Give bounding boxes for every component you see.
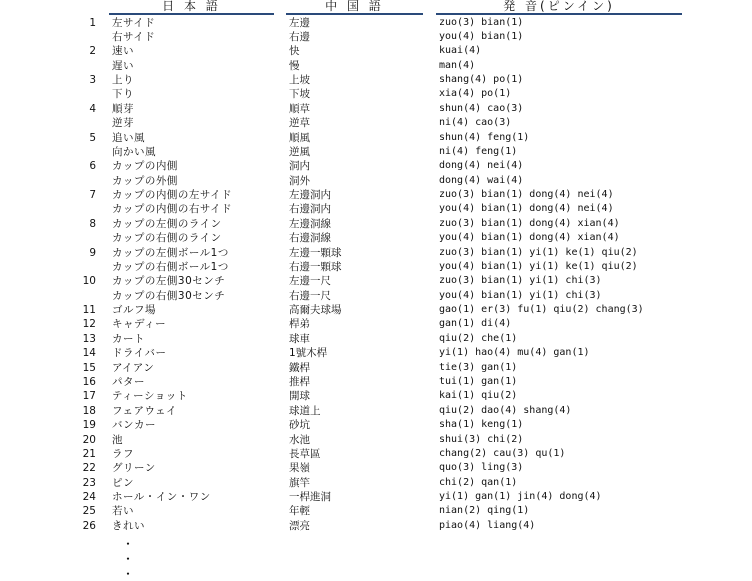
chinese-term: 左邊	[289, 16, 310, 29]
japanese-term: フェアウェイ	[112, 404, 178, 417]
pinyin-reading: qiu(2) che(1)	[439, 332, 518, 344]
japanese-term: カップの左側のライン	[112, 217, 222, 230]
table-row	[0, 102, 752, 116]
chinese-term: 果嶺	[289, 462, 310, 475]
japanese-term: カップの外側	[112, 174, 178, 187]
japanese-term: カップの右側のライン	[112, 232, 222, 245]
chinese-term: 球道上	[289, 404, 321, 417]
japanese-term: 遅い	[112, 59, 134, 72]
pinyin-reading: tie(3) gan(1)	[439, 361, 518, 373]
pinyin-reading: xia(4) po(1)	[439, 88, 512, 100]
table-row	[0, 73, 752, 87]
row-number: 5	[89, 131, 96, 144]
chinese-term: 右邊洞線	[289, 232, 331, 245]
pinyin-reading: sha(1) keng(1)	[439, 419, 524, 431]
continuation-dot: ・	[122, 567, 135, 581]
chinese-term: 順風	[289, 131, 310, 144]
row-number: 18	[82, 404, 96, 417]
table-row	[0, 361, 752, 375]
japanese-term: カップの内側	[112, 160, 178, 173]
row-number: 25	[82, 505, 96, 518]
japanese-term: パター	[112, 376, 145, 388]
pinyin-reading: zuo(3) bian(1)	[439, 16, 524, 28]
pinyin-reading: you(4) bian(1) yi(1) chi(3)	[439, 289, 602, 301]
chinese-term: 開球	[289, 390, 310, 403]
chinese-term: 逆草	[289, 117, 310, 130]
row-number: 7	[89, 189, 96, 202]
japanese-term: カップの左側ボール1つ	[112, 246, 229, 259]
japanese-term: 下り	[112, 88, 134, 101]
japanese-term: ゴルフ場	[112, 304, 156, 317]
table-row	[0, 289, 752, 303]
table-row	[0, 447, 752, 461]
table-row	[0, 404, 752, 418]
chinese-term: 上坡	[289, 74, 310, 87]
pinyin-reading: kai(1) qiu(2)	[439, 390, 518, 402]
chinese-term: 左邊一顆球	[289, 246, 342, 259]
pinyin-reading: zuo(3) bian(1) yi(1) chi(3)	[439, 275, 602, 287]
japanese-term: ホール・イン・ワン	[112, 491, 211, 504]
chinese-term: 順草	[289, 102, 310, 115]
table-row	[0, 30, 752, 44]
japanese-term: 追い風	[112, 131, 145, 144]
japanese-term: カップの左側30センチ	[112, 275, 226, 288]
row-number: 24	[82, 491, 96, 504]
header-pinyin: 発 音(ピンイン)	[436, 0, 682, 15]
row-number: 8	[89, 217, 96, 230]
japanese-term: アイアン	[112, 361, 155, 374]
row-number: 21	[82, 447, 96, 460]
chinese-term: 推桿	[289, 376, 310, 388]
chinese-term: 洞内	[289, 160, 310, 173]
pinyin-reading: you(4) bian(1) dong(4) nei(4)	[439, 203, 614, 215]
table-row	[0, 332, 752, 346]
table-row	[0, 317, 752, 331]
japanese-term: 逆芽	[112, 117, 134, 130]
japanese-term: グリーン	[112, 462, 156, 475]
japanese-term: カップの右側30センチ	[112, 289, 226, 302]
table-row	[0, 116, 752, 130]
japanese-term: 順芽	[112, 102, 134, 115]
table-row	[0, 476, 752, 490]
japanese-term: 池	[112, 433, 123, 446]
chinese-term: 右邊洞内	[289, 203, 331, 216]
pinyin-reading: quo(3) ling(3)	[439, 462, 524, 474]
chinese-term: 右邊一顆球	[289, 260, 342, 273]
continuation-dot: ・	[122, 537, 135, 551]
row-number: 6	[89, 160, 96, 173]
table-row	[0, 246, 752, 260]
table-row	[0, 274, 752, 288]
chinese-term: 鐵桿	[289, 361, 310, 374]
table-row	[0, 418, 752, 432]
row-number: 2	[89, 45, 96, 58]
pinyin-reading: chi(2) qan(1)	[439, 476, 518, 488]
chinese-term: 旗竿	[289, 476, 310, 489]
japanese-term: 若い	[112, 505, 134, 518]
chinese-term: 球車	[289, 332, 310, 345]
pinyin-reading: zuo(3) bian(1) yi(1) ke(1) qiu(2)	[439, 246, 638, 258]
japanese-term: ピン	[112, 476, 134, 489]
pinyin-reading: shun(4) cao(3)	[439, 102, 524, 114]
chinese-term: 下坡	[289, 88, 310, 101]
row-number: 13	[82, 332, 96, 345]
header-chinese: 中 国 語	[286, 0, 423, 15]
pinyin-reading: ni(4) cao(3)	[439, 117, 512, 129]
chinese-term: 年輕	[289, 505, 310, 518]
row-number: 23	[82, 476, 96, 489]
pinyin-reading: nian(2) qing(1)	[439, 505, 530, 517]
table-row	[0, 260, 752, 274]
row-number: 4	[89, 102, 96, 115]
japanese-term: 向かい風	[112, 145, 156, 158]
chinese-term: 高爾夫球場	[289, 304, 342, 317]
table-row	[0, 174, 752, 188]
chinese-term: 洞外	[289, 174, 310, 187]
row-number: 15	[82, 361, 96, 374]
table-row	[0, 188, 752, 202]
chinese-term: 左邊洞内	[289, 189, 331, 202]
japanese-term: 上り	[112, 74, 134, 87]
pinyin-reading: dong(4) wai(4)	[439, 174, 524, 186]
pinyin-reading: yi(1) hao(4) mu(4) gan(1)	[439, 347, 590, 359]
pinyin-reading: ni(4) feng(1)	[439, 145, 518, 157]
pinyin-reading: gao(1) er(3) fu(1) qiu(2) chang(3)	[439, 304, 644, 316]
row-number: 1	[89, 16, 96, 29]
japanese-term: 左サイド	[112, 16, 156, 29]
chinese-term: 桿弟	[289, 318, 310, 331]
table-row	[0, 217, 752, 231]
table-row	[0, 131, 752, 145]
row-number: 10	[82, 275, 96, 288]
chinese-term: 逆風	[289, 145, 310, 158]
row-number: 22	[82, 462, 96, 475]
pinyin-reading: zuo(3) bian(1) dong(4) xian(4)	[439, 217, 620, 229]
row-number: 12	[82, 318, 96, 331]
row-number: 9	[89, 246, 96, 259]
chinese-term: 右邊	[289, 30, 310, 43]
table-row	[0, 87, 752, 101]
table-row	[0, 16, 752, 30]
japanese-term: バンカー	[112, 419, 156, 432]
pinyin-reading: shang(4) po(1)	[439, 74, 524, 86]
pinyin-reading: shui(3) chi(2)	[439, 433, 524, 445]
japanese-term: ティーショット	[112, 390, 188, 403]
pinyin-reading: zuo(3) bian(1) dong(4) nei(4)	[439, 189, 614, 201]
chinese-term: 一桿進洞	[289, 491, 331, 504]
pinyin-reading: yi(1) gan(1) jin(4) dong(4)	[439, 491, 602, 503]
row-number: 19	[82, 419, 96, 432]
japanese-term: カップの右側ボール1つ	[112, 260, 229, 273]
japanese-term: ラフ	[112, 447, 134, 460]
table-row	[0, 490, 752, 504]
pinyin-reading: gan(1) di(4)	[439, 318, 512, 330]
table-row	[0, 145, 752, 159]
japanese-term: きれい	[112, 519, 145, 532]
japanese-term: ドライバー	[112, 347, 167, 360]
chinese-term: 快	[289, 45, 300, 58]
japanese-term: カート	[112, 332, 145, 345]
japanese-term: カップの内側の右サイド	[112, 203, 233, 216]
pinyin-reading: qiu(2) dao(4) shang(4)	[439, 404, 572, 416]
table-row	[0, 519, 752, 533]
japanese-term: 右サイド	[112, 30, 156, 43]
table-row	[0, 504, 752, 518]
pinyin-reading: you(4) bian(1) dong(4) xian(4)	[439, 232, 620, 244]
japanese-term: 速い	[112, 45, 134, 58]
chinese-term: 砂坑	[289, 419, 310, 432]
japanese-term: カップの内側の左サイド	[112, 189, 233, 202]
table-row	[0, 461, 752, 475]
table-row	[0, 202, 752, 216]
pinyin-reading: dong(4) nei(4)	[439, 160, 524, 172]
pinyin-reading: tui(1) gan(1)	[439, 376, 518, 387]
pinyin-reading: man(4)	[439, 59, 476, 71]
row-number: 17	[82, 390, 96, 403]
pinyin-reading: you(4) bian(1)	[439, 30, 524, 42]
table-row	[0, 44, 752, 58]
table-row	[0, 346, 752, 360]
table-row	[0, 433, 752, 447]
chinese-term: 左邊一尺	[289, 275, 331, 288]
table-row	[0, 303, 752, 317]
header-japanese: 日 本 語	[109, 0, 274, 15]
pinyin-reading: shun(4) feng(1)	[439, 131, 530, 143]
pinyin-reading: kuai(4)	[439, 45, 482, 57]
japanese-term: キャディー	[112, 318, 167, 331]
row-number: 26	[82, 519, 96, 532]
chinese-term: 左邊洞線	[289, 217, 331, 230]
table-row	[0, 389, 752, 403]
table-row	[0, 375, 752, 389]
continuation-dot: ・	[122, 552, 135, 566]
pinyin-reading: piao(4) liang(4)	[439, 519, 536, 531]
pinyin-reading: chang(2) cau(3) qu(1)	[439, 447, 566, 459]
row-number: 14	[82, 347, 96, 360]
row-number: 20	[82, 433, 96, 446]
chinese-term: 水池	[289, 433, 310, 446]
row-number: 3	[89, 74, 96, 87]
table-row	[0, 59, 752, 73]
row-number: 16	[82, 376, 96, 388]
chinese-term: 長草區	[289, 447, 321, 460]
chinese-term: 1號木桿	[289, 347, 328, 360]
table-row	[0, 159, 752, 173]
table-row	[0, 231, 752, 245]
chinese-term: 右邊一尺	[289, 289, 331, 302]
chinese-term: 漂亮	[289, 519, 310, 532]
chinese-term: 慢	[289, 59, 300, 72]
pinyin-reading: you(4) bian(1) yi(1) ke(1) qiu(2)	[439, 260, 638, 272]
row-number: 11	[82, 304, 96, 317]
